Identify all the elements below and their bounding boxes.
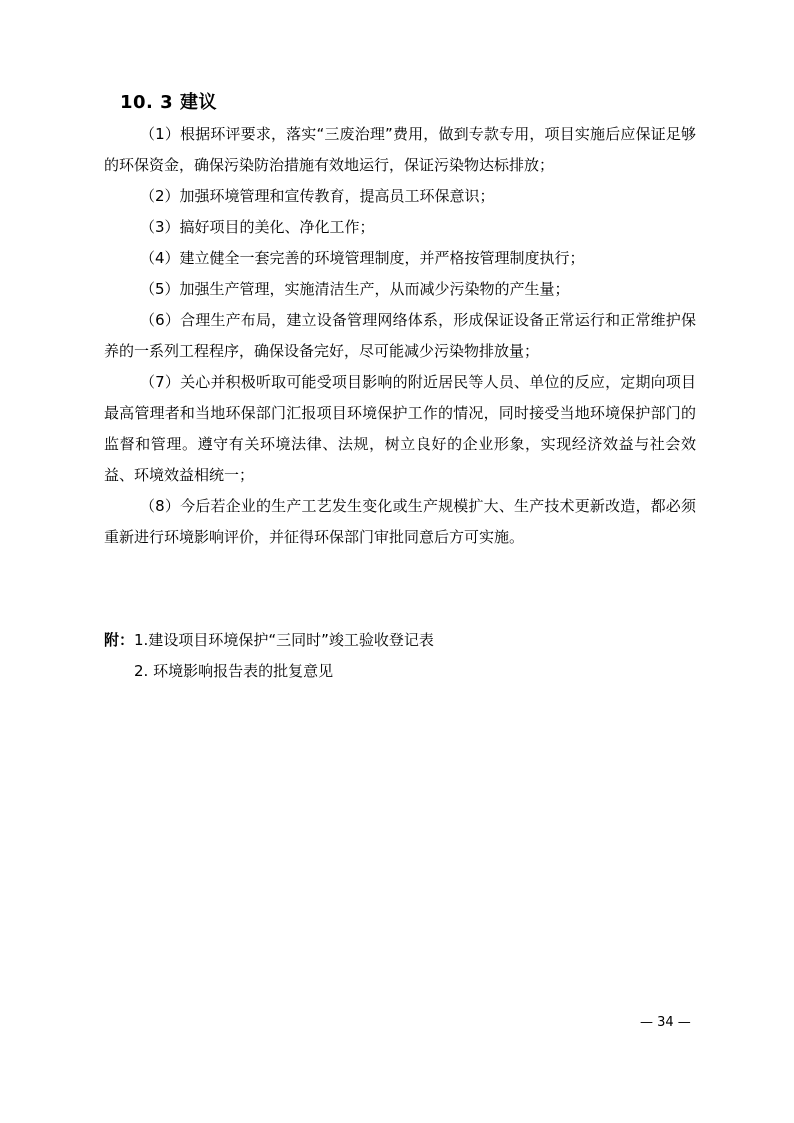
- recommendation-paragraph-7: （7）关心并积极听取可能受项目影响的附近居民等人员、单位的反应，定期向项目最高管理者和当地环保部门汇报项目环境保护工作的情况，同时接受当地环境保护部门的监督和管理。遵守有关环境法律、法规，树立良好的企业形象，实现经济效益与社会效益、环境效益相统一；: [104, 373, 696, 484]
- recommendation-paragraph-4: （4）建立健全一套完善的环境管理制度，并严格按管理制度执行；: [140, 249, 585, 267]
- appendix-item-2: 2. 环境影响报告表的批复意见: [134, 662, 334, 680]
- recommendation-paragraph-1: （1）根据环评要求，落实“三废治理”费用，做到专款专用，项目实施后应保证足够的环保资金，确保污染防治措施有效地运行，保证污染物达标排放；: [104, 125, 696, 174]
- appendix-item: [104, 625, 696, 656]
- appendix-list: [104, 625, 696, 687]
- recommendation-paragraph-6: （6）合理生产布局，建立设备管理网络体系，形成保证设备正常运行和正常维护保养的一系列工程程序，确保设备完好，尽可能减少污染物排放量；: [104, 311, 696, 360]
- recommendation-paragraph-2: （2）加强环境管理和宣传教育，提高员工环保意识；: [140, 187, 495, 205]
- appendix-item: [104, 656, 696, 687]
- appendix-item-1: 1.建设项目环境保护“三同时”竣工验收登记表: [134, 631, 434, 649]
- appendix-label: 附：: [104, 631, 135, 649]
- recommendation-paragraph-8: （8）今后若企业的生产工艺发生变化或生产规模扩大、生产技术更新改造，都必须重新进行环境影响评价，并征得环保部门审批同意后方可实施。: [104, 497, 696, 546]
- recommendation-paragraph-3: （3）搞好项目的美化、净化工作；: [140, 218, 375, 236]
- recommendation-paragraph-5: （5）加强生产管理，实施清洁生产，从而减少污染物的产生量；: [140, 280, 570, 298]
- recommendations-body: [104, 119, 696, 553]
- section-heading: 10. 3 建议: [120, 92, 217, 113]
- page-number: — 34 —: [640, 1015, 691, 1030]
